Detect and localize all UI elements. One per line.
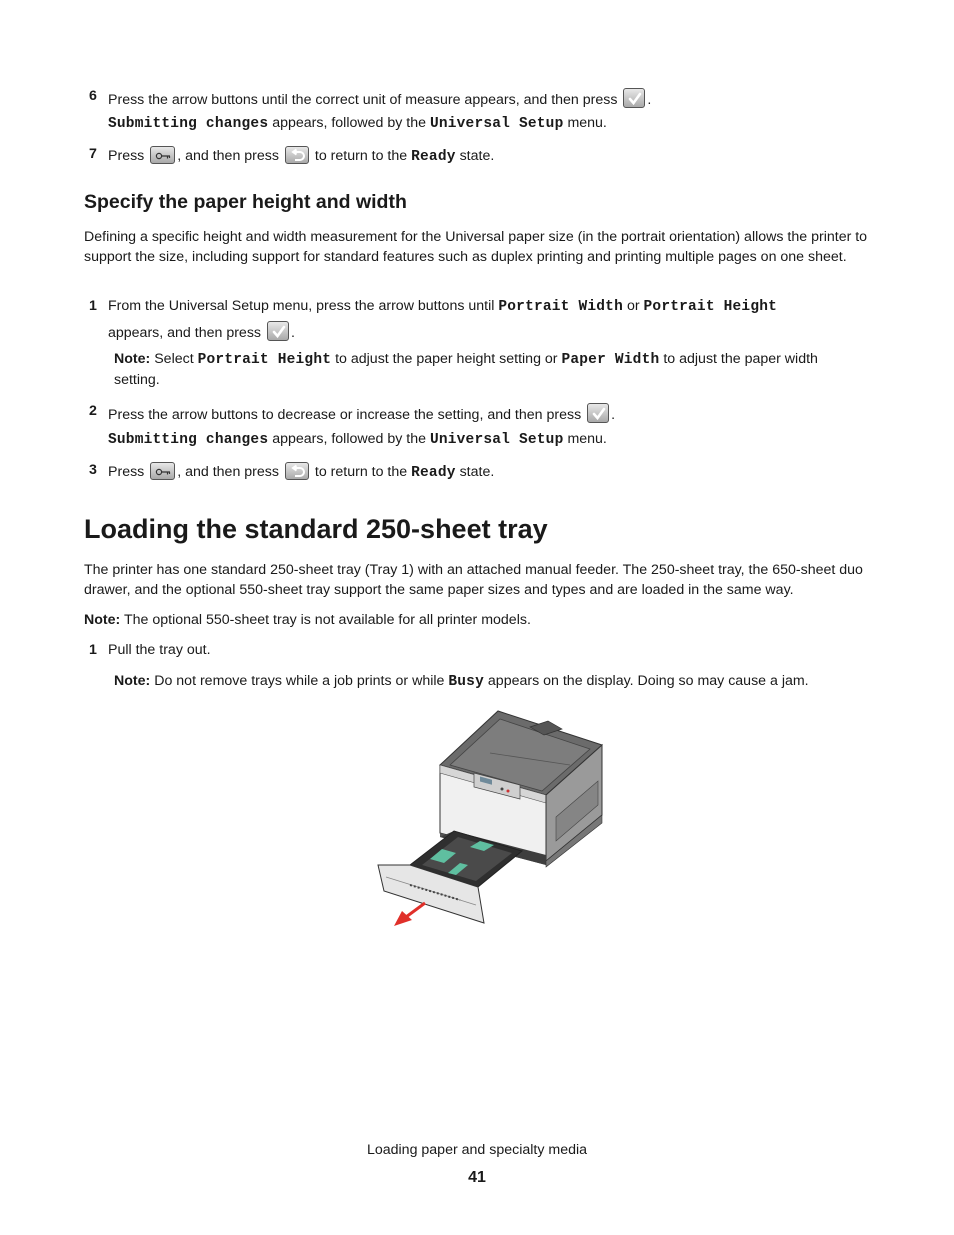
pull-direction-arrow (406, 903, 425, 917)
step-number: 3 (89, 462, 97, 478)
printer-tray-illustration (370, 705, 610, 930)
note-cont: setting. (114, 372, 160, 388)
section-intro: The printer has one standard 250-sheet tray (Tray 1) with an attached manual feeder. The 250-sheet tray, the 650-sheet duo drawer, and the optional 550-sheet tray support the same paper sizes and types and are loaded in the same way. (84, 562, 863, 598)
note: Note: The optional 550-sheet tray is not available for all printer models. (84, 612, 531, 628)
step-3-text: Press , and then press to return to the Ready state. (108, 464, 495, 481)
check-button-icon (267, 321, 289, 341)
chapter-heading: Loading the standard 250-sheet tray (84, 514, 548, 544)
step-number: 6 (89, 88, 97, 104)
step-2-text: Press the arrow buttons to decrease or increase the setting, and then press . (108, 403, 615, 423)
step-number: 1 (89, 642, 97, 658)
step-1-text: Pull the tray out. (108, 642, 211, 658)
step-6-subtext: Submitting changes appears, followed by the Universal Setup menu. (108, 115, 607, 132)
check-button-icon (587, 403, 609, 423)
step-number: 1 (89, 298, 97, 314)
step-1-text-cont: appears, and then press . (108, 321, 295, 341)
step-1-text: From the Universal Setup menu, press the arrow buttons until Portrait Width or Portrait Height (108, 298, 778, 315)
step-2-subtext: Submitting changes appears, followed by the Universal Setup menu. (108, 431, 607, 448)
section-heading: Specify the paper height and width (84, 191, 407, 213)
section-intro: Defining a specific height and width measurement for the Universal paper size (in the portrait orientation) allows the printer to support the size, including support for standard features such as duplex printing and printing multiple pages on one sheet. (84, 229, 868, 265)
page-number: 41 (468, 1169, 486, 1186)
step-number: 2 (89, 403, 97, 419)
check-button-icon (623, 88, 645, 108)
step-7-text: Press , and then press to return to the Ready state. (108, 148, 495, 165)
menu-key-button-icon (150, 146, 175, 164)
note: Note: Do not remove trays while a job prints or while Busy appears on the display. Doing so may cause a jam. (114, 673, 809, 690)
step-number: 7 (89, 146, 97, 162)
note: Note: Select Portrait Height to adjust the paper height setting or Paper Width to adjust the paper width (114, 351, 818, 368)
step-6-text: Press the arrow buttons until the correct unit of measure appears, and then press . (108, 88, 651, 108)
back-arrow-button-icon (285, 462, 309, 480)
footer-chapter: Loading paper and specialty media (366, 1142, 588, 1158)
menu-key-button-icon (150, 462, 175, 480)
back-arrow-button-icon (285, 146, 309, 164)
